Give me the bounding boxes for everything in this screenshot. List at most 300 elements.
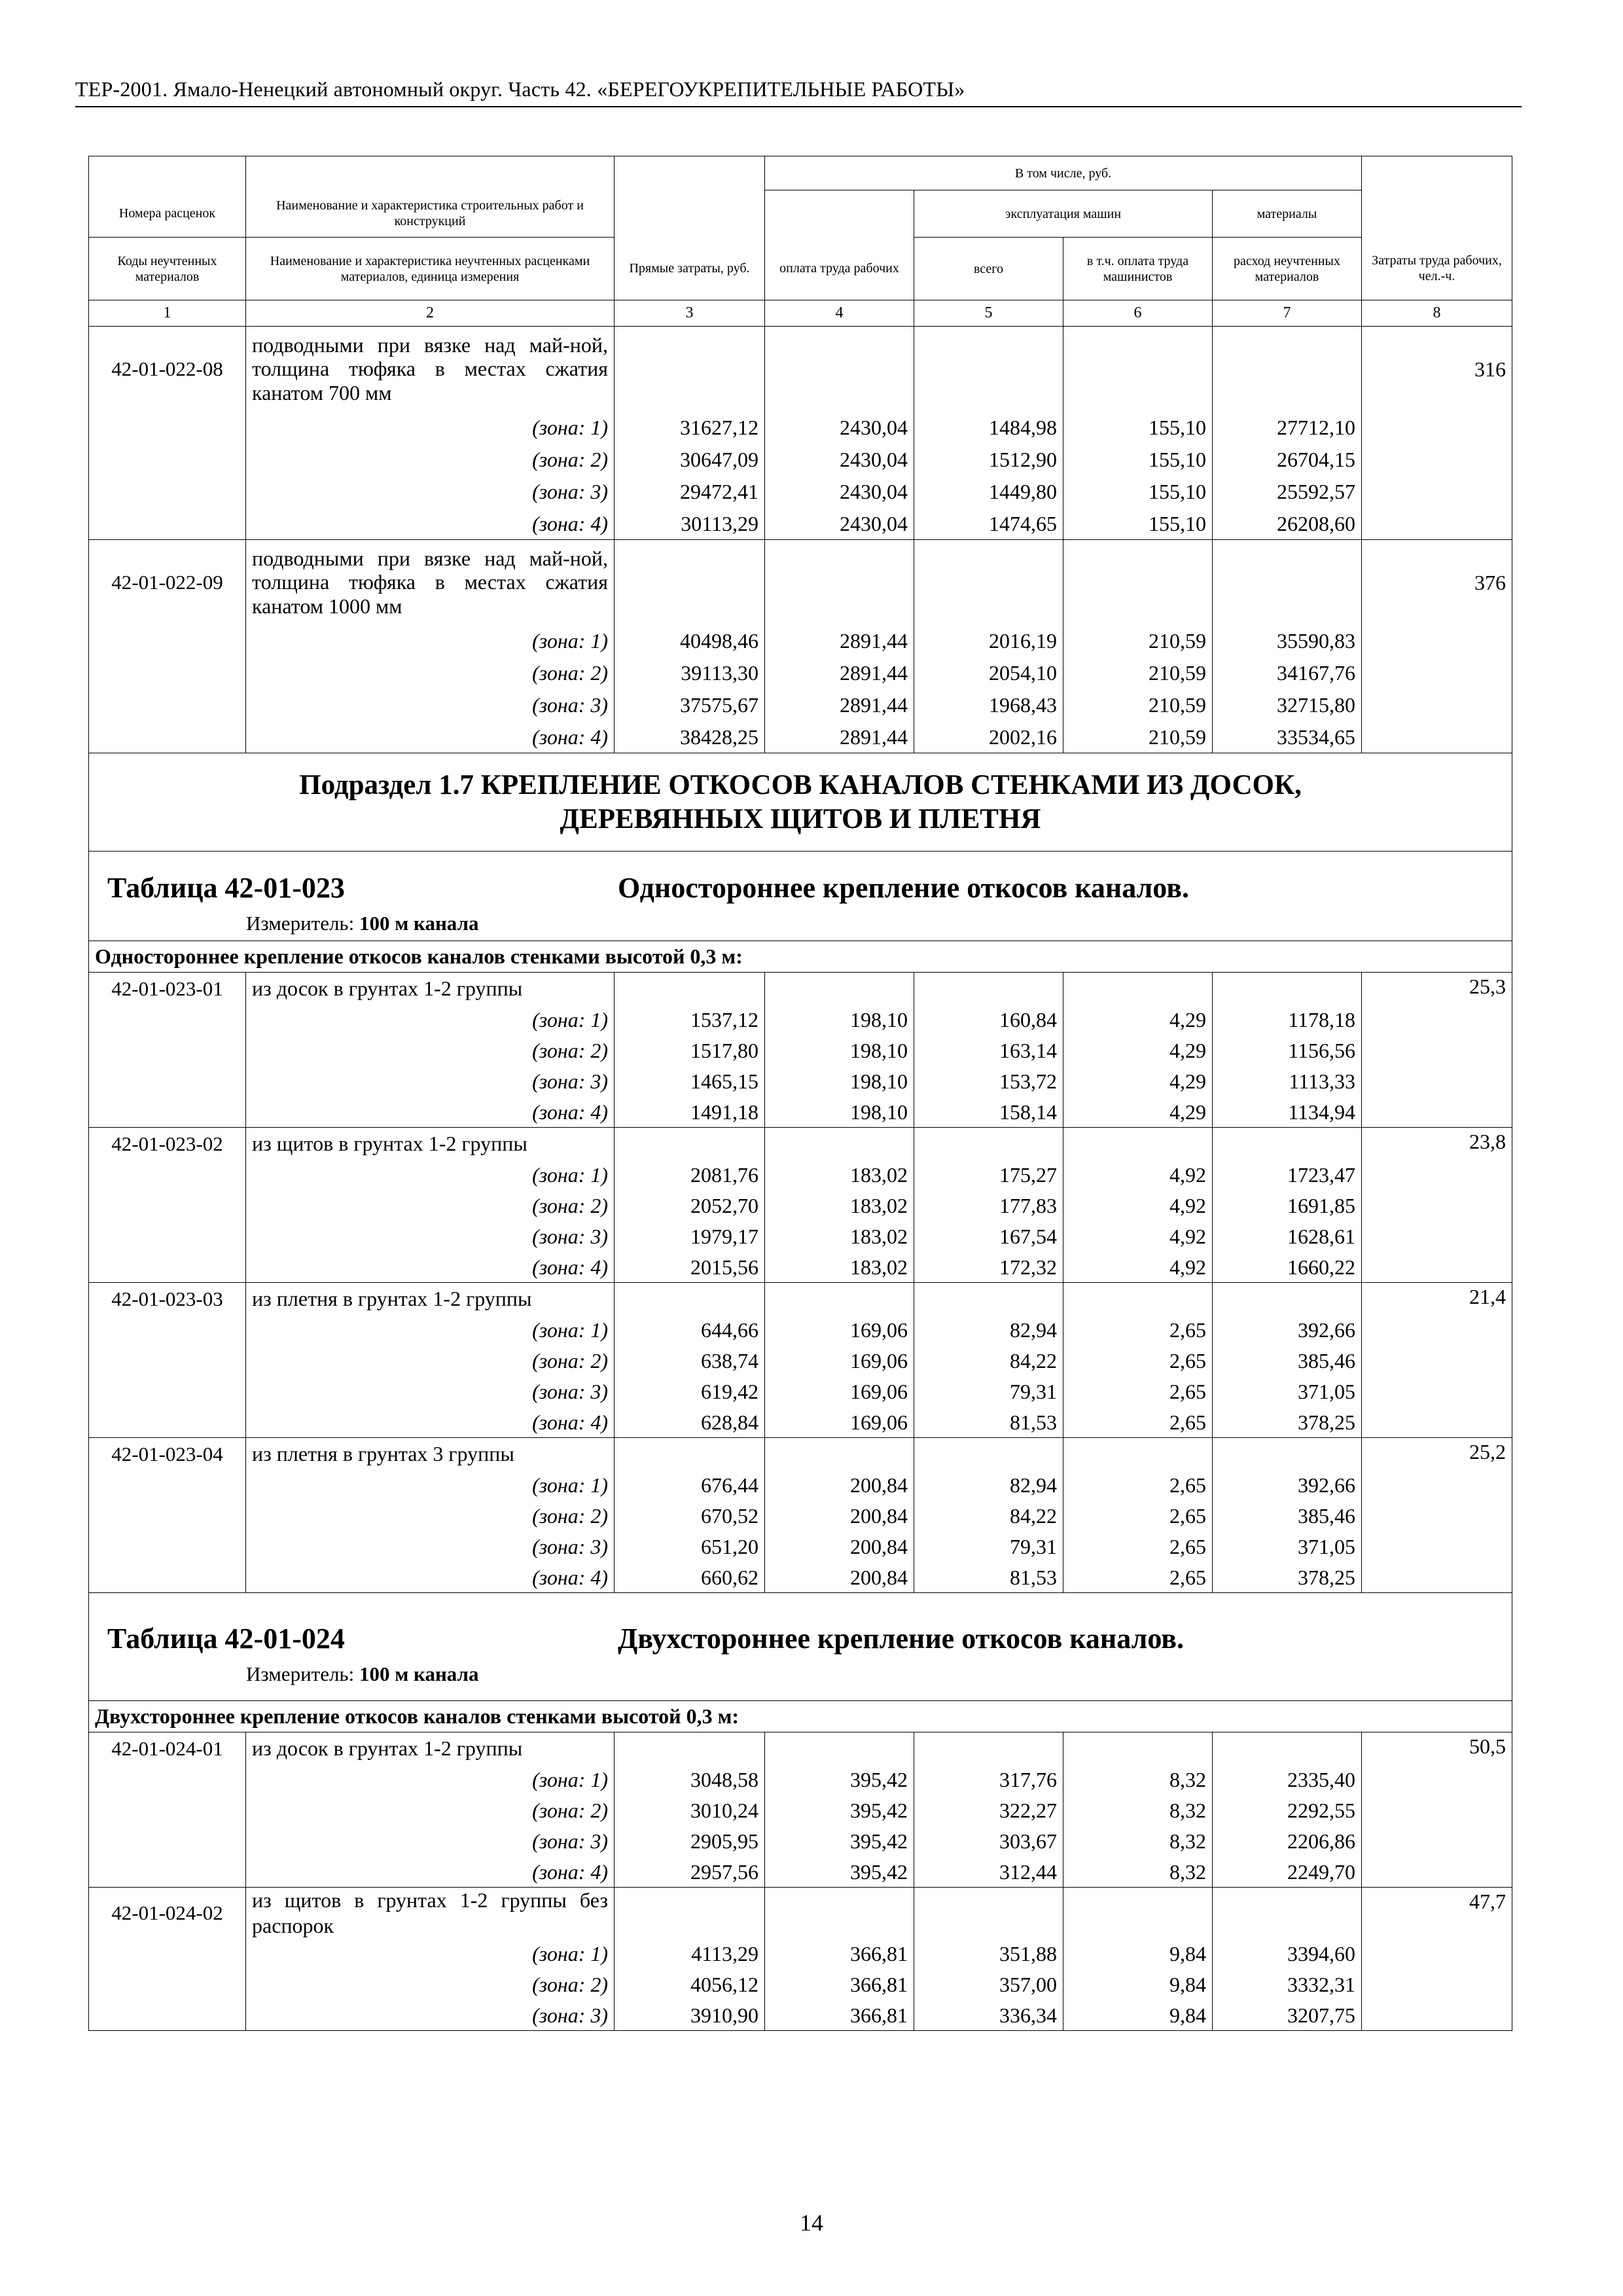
col8-header: Затраты труда рабочих, чел.-ч. — [1362, 238, 1512, 300]
zone-label: (зона: 3) — [246, 689, 615, 721]
operator-pay: 210,59 — [1063, 657, 1213, 689]
direct-cost: 4056,12 — [615, 1969, 765, 2000]
zone-row — [89, 1066, 1512, 1096]
direct-cost: 39113,30 — [615, 657, 765, 689]
col2-header-a: Наименование и характеристика строительных работ и конструкций — [246, 190, 615, 238]
empty-cell — [1362, 1096, 1512, 1127]
zone-row — [89, 1938, 1512, 1969]
group-header-materials: материалы — [1213, 190, 1362, 238]
group-subheading-row — [89, 1700, 1512, 1732]
direct-cost: 2081,76 — [615, 1159, 765, 1190]
materials-cost: 392,66 — [1213, 1469, 1362, 1500]
machines-total: 82,94 — [914, 1314, 1063, 1345]
machines-total: 336,34 — [914, 2000, 1063, 2030]
labor-pay: 395,42 — [765, 1825, 914, 1856]
operator-pay: 4,29 — [1063, 1035, 1213, 1066]
zone-label: (зона: 1) — [246, 1314, 615, 1345]
machines-total: 81,53 — [914, 1407, 1063, 1437]
subsection-heading-line1: Подраздел 1.7 КРЕПЛЕНИЕ ОТКОСОВ КАНАЛОВ СТЕНКАМИ ИЗ ДОСОК, — [299, 769, 1302, 800]
zone-row — [89, 1795, 1512, 1825]
operator-pay: 9,84 — [1063, 2000, 1213, 2030]
direct-cost: 1979,17 — [615, 1221, 765, 1251]
labor-pay: 395,42 — [765, 1856, 914, 1887]
machines-total: 322,27 — [914, 1795, 1063, 1825]
zone-row — [89, 1764, 1512, 1795]
empty-cell — [1063, 1887, 1213, 1938]
labor-hours: 25,3 — [1362, 972, 1512, 1004]
machines-total: 317,76 — [914, 1764, 1063, 1795]
rate-row — [89, 540, 1512, 625]
zone-label: (зона: 4) — [246, 1562, 615, 1592]
materials-cost: 27712,10 — [1213, 412, 1362, 444]
empty-cell — [765, 1282, 914, 1314]
column-number: 2 — [246, 300, 615, 327]
table-title — [89, 1602, 1512, 1700]
empty-cell — [615, 972, 765, 1004]
empty-cell — [89, 476, 246, 508]
machines-total: 1484,98 — [914, 412, 1063, 444]
zone-label: (зона: 2) — [246, 1795, 615, 1825]
direct-cost: 3910,90 — [615, 2000, 765, 2030]
col4-header-top — [765, 190, 914, 238]
rate-row — [89, 1282, 1512, 1314]
empty-cell — [1063, 1437, 1213, 1469]
meter-value: 100 м канала — [359, 1662, 479, 1686]
labor-pay: 2430,04 — [765, 508, 914, 540]
rate-code: 42-01-022-09 — [89, 540, 246, 625]
materials-cost: 385,46 — [1213, 1500, 1362, 1531]
zone-label: (зона: 1) — [246, 1938, 615, 1969]
materials-cost: 2249,70 — [1213, 1856, 1362, 1887]
operator-pay: 2,65 — [1063, 1314, 1213, 1345]
meter-label: Измеритель: — [246, 1662, 355, 1686]
zone-row — [89, 1221, 1512, 1251]
empty-cell — [89, 1469, 246, 1500]
operator-pay: 4,29 — [1063, 1096, 1213, 1127]
col4-header: оплата труда рабочих — [765, 238, 914, 300]
machines-total: 2002,16 — [914, 721, 1063, 753]
rate-row — [89, 1437, 1512, 1469]
rate-description: из досок в грунтах 1-2 группы — [246, 1732, 615, 1764]
labor-pay: 2430,04 — [765, 444, 914, 476]
direct-cost: 676,44 — [615, 1469, 765, 1500]
table-number: Таблица 42-01-023 — [107, 872, 345, 904]
zone-label: (зона: 3) — [246, 2000, 615, 2030]
operator-pay: 155,10 — [1063, 412, 1213, 444]
materials-cost: 1723,47 — [1213, 1159, 1362, 1190]
col3-header: Прямые затраты, руб. — [615, 238, 765, 300]
operator-pay: 8,32 — [1063, 1764, 1213, 1795]
zone-label: (зона: 1) — [246, 1004, 615, 1035]
rate-description: из плетня в грунтах 3 группы — [246, 1437, 615, 1469]
zone-row — [89, 1096, 1512, 1127]
empty-cell — [914, 1887, 1063, 1938]
operator-pay: 2,65 — [1063, 1345, 1213, 1376]
zone-label: (зона: 4) — [246, 1096, 615, 1127]
col1-header-a: Номера расценок — [89, 190, 246, 238]
zone-label: (зона: 1) — [246, 412, 615, 444]
column-number: 5 — [914, 300, 1063, 327]
empty-cell — [765, 1127, 914, 1159]
empty-cell — [89, 1500, 246, 1531]
operator-pay: 2,65 — [1063, 1469, 1213, 1500]
labor-pay: 2891,44 — [765, 689, 914, 721]
empty-cell — [914, 1732, 1063, 1764]
col8-header-mid — [1362, 190, 1512, 238]
materials-cost: 1628,61 — [1213, 1221, 1362, 1251]
empty-cell — [89, 1035, 246, 1066]
materials-cost: 2206,86 — [1213, 1825, 1362, 1856]
operator-pay: 9,84 — [1063, 1938, 1213, 1969]
zone-row — [89, 689, 1512, 721]
empty-cell — [1362, 1969, 1512, 2000]
empty-cell — [89, 1795, 246, 1825]
rate-row — [89, 1127, 1512, 1159]
labor-pay: 169,06 — [765, 1345, 914, 1376]
labor-pay: 198,10 — [765, 1035, 914, 1066]
empty-cell — [89, 1562, 246, 1592]
zone-label: (зона: 3) — [246, 1221, 615, 1251]
zone-label: (зона: 3) — [246, 1376, 615, 1407]
subsection-heading-line2: ДЕРЕВЯННЫХ ЩИТОВ И ПЛЕТНЯ — [560, 803, 1041, 834]
empty-cell — [89, 508, 246, 540]
empty-cell — [914, 1437, 1063, 1469]
empty-cell — [89, 2000, 246, 2030]
empty-cell — [1063, 972, 1213, 1004]
group-subheading-row — [89, 941, 1512, 972]
page-number: 14 — [800, 2210, 823, 2236]
empty-cell — [89, 1066, 246, 1096]
column-number: 4 — [765, 300, 914, 327]
table-title-row — [89, 1602, 1512, 1700]
empty-cell — [1213, 1127, 1362, 1159]
labor-pay: 395,42 — [765, 1795, 914, 1825]
empty-cell — [1213, 1282, 1362, 1314]
operator-pay: 4,92 — [1063, 1190, 1213, 1221]
machines-total: 1474,65 — [914, 508, 1063, 540]
materials-cost: 392,66 — [1213, 1314, 1362, 1345]
direct-cost: 38428,25 — [615, 721, 765, 753]
rate-row — [89, 1732, 1512, 1764]
rate-code: 42-01-024-01 — [89, 1732, 246, 1764]
direct-cost: 37575,67 — [615, 689, 765, 721]
empty-cell — [1213, 327, 1362, 412]
spacer-row — [89, 1592, 1512, 1602]
zone-row — [89, 625, 1512, 657]
operator-pay: 8,32 — [1063, 1795, 1213, 1825]
empty-cell — [1362, 1035, 1512, 1066]
empty-cell — [1362, 1345, 1512, 1376]
empty-cell — [89, 412, 246, 444]
empty-cell — [914, 1127, 1063, 1159]
labor-hours: 23,8 — [1362, 1127, 1512, 1159]
materials-cost: 32715,80 — [1213, 689, 1362, 721]
column-number: 6 — [1063, 300, 1213, 327]
machines-total: 177,83 — [914, 1190, 1063, 1221]
empty-cell — [89, 1004, 246, 1035]
rate-code: 42-01-024-02 — [89, 1887, 246, 1938]
empty-cell — [89, 1825, 246, 1856]
col2-header-b: Наименование и характеристика неучтенных расценками материалов, единица измерения — [246, 238, 615, 300]
zone-row — [89, 1159, 1512, 1190]
operator-pay: 4,29 — [1063, 1066, 1213, 1096]
materials-cost: 378,25 — [1213, 1562, 1362, 1592]
materials-cost: 371,05 — [1213, 1376, 1362, 1407]
group-header-machines: эксплуатация машин — [914, 190, 1213, 238]
labor-pay: 2430,04 — [765, 476, 914, 508]
empty-cell — [615, 1887, 765, 1938]
rate-code: 42-01-023-04 — [89, 1437, 246, 1469]
materials-cost: 378,25 — [1213, 1407, 1362, 1437]
empty-cell — [1063, 540, 1213, 625]
rate-row — [89, 1887, 1512, 1938]
operator-pay: 9,84 — [1063, 1969, 1213, 2000]
subsection-heading — [89, 753, 1512, 852]
zone-label: (зона: 2) — [246, 1035, 615, 1066]
zone-label: (зона: 2) — [246, 444, 615, 476]
operator-pay: 155,10 — [1063, 476, 1213, 508]
direct-cost: 651,20 — [615, 1531, 765, 1562]
col2-header-top — [246, 156, 615, 190]
machines-total: 312,44 — [914, 1856, 1063, 1887]
labor-pay: 2891,44 — [765, 721, 914, 753]
empty-cell — [1063, 327, 1213, 412]
machines-total: 79,31 — [914, 1531, 1063, 1562]
machines-total: 1512,90 — [914, 444, 1063, 476]
empty-cell — [1362, 412, 1512, 444]
materials-cost: 25592,57 — [1213, 476, 1362, 508]
empty-cell — [1362, 1500, 1512, 1531]
zone-row — [89, 1376, 1512, 1407]
direct-cost: 4113,29 — [615, 1938, 765, 1969]
empty-cell — [1362, 2000, 1512, 2030]
operator-pay: 2,65 — [1063, 1500, 1213, 1531]
empty-cell — [914, 327, 1063, 412]
zone-row — [89, 657, 1512, 689]
labor-pay: 366,81 — [765, 1969, 914, 2000]
zone-label: (зона: 4) — [246, 1856, 615, 1887]
rate-description: из щитов в грунтах 1-2 группы без распорок — [246, 1887, 615, 1938]
direct-cost: 670,52 — [615, 1500, 765, 1531]
direct-cost: 2905,95 — [615, 1825, 765, 1856]
empty-cell — [1362, 508, 1512, 540]
empty-cell — [1362, 1159, 1512, 1190]
empty-cell — [89, 657, 246, 689]
empty-cell — [914, 972, 1063, 1004]
labor-pay: 169,06 — [765, 1407, 914, 1437]
empty-cell — [765, 540, 914, 625]
table-gap — [89, 1592, 1512, 1602]
zone-row — [89, 1825, 1512, 1856]
zone-label: (зона: 4) — [246, 508, 615, 540]
empty-cell — [89, 721, 246, 753]
group-subheading: Одностороннее крепление откосов каналов стенками высотой 0,3 м: — [89, 941, 1512, 972]
materials-cost: 35590,83 — [1213, 625, 1362, 657]
empty-cell — [615, 327, 765, 412]
machines-total: 153,72 — [914, 1066, 1063, 1096]
empty-cell — [765, 1887, 914, 1938]
machines-total: 303,67 — [914, 1825, 1063, 1856]
empty-cell — [1362, 1469, 1512, 1500]
empty-cell — [1063, 1282, 1213, 1314]
empty-cell — [89, 1345, 246, 1376]
group-header-total: В том числе, руб. — [765, 156, 1362, 190]
zone-row — [89, 1345, 1512, 1376]
machines-total: 158,14 — [914, 1096, 1063, 1127]
direct-cost: 638,74 — [615, 1345, 765, 1376]
empty-cell — [89, 625, 246, 657]
rate-description: подводными при вязке над май-ной, толщина тюфяка в местах сжатия канатом 700 мм — [246, 327, 615, 412]
empty-cell — [1362, 1407, 1512, 1437]
empty-cell — [89, 1096, 246, 1127]
materials-cost: 1691,85 — [1213, 1190, 1362, 1221]
meter-label: Измеритель: — [246, 911, 355, 935]
col5-header: всего — [914, 238, 1063, 300]
empty-cell — [1063, 1127, 1213, 1159]
empty-cell — [89, 1376, 246, 1407]
zone-label: (зона: 3) — [246, 1531, 615, 1562]
rate-row — [89, 972, 1512, 1004]
empty-cell — [615, 540, 765, 625]
direct-cost: 3010,24 — [615, 1795, 765, 1825]
zone-row — [89, 1469, 1512, 1500]
empty-cell — [765, 327, 914, 412]
empty-cell — [615, 1732, 765, 1764]
rate-code: 42-01-023-03 — [89, 1282, 246, 1314]
zone-row — [89, 412, 1512, 444]
zone-label: (зона: 2) — [246, 657, 615, 689]
zone-row — [89, 1562, 1512, 1592]
operator-pay: 2,65 — [1063, 1376, 1213, 1407]
machines-total: 160,84 — [914, 1004, 1063, 1035]
rate-code: 42-01-023-01 — [89, 972, 246, 1004]
direct-cost: 1465,15 — [615, 1066, 765, 1096]
empty-cell — [89, 1159, 246, 1190]
table-caption: Одностороннее крепление откосов каналов. — [618, 872, 1189, 904]
empty-cell — [89, 689, 246, 721]
col7-header: расход неучтенных материалов — [1213, 238, 1362, 300]
zone-label: (зона: 2) — [246, 1500, 615, 1531]
empty-cell — [1362, 1531, 1512, 1562]
direct-cost: 1491,18 — [615, 1096, 765, 1127]
zone-row — [89, 2000, 1512, 2030]
labor-pay: 198,10 — [765, 1096, 914, 1127]
materials-cost: 34167,76 — [1213, 657, 1362, 689]
operator-pay: 8,32 — [1063, 1825, 1213, 1856]
operator-pay: 210,59 — [1063, 721, 1213, 753]
empty-cell — [1362, 1764, 1512, 1795]
empty-cell — [1362, 1066, 1512, 1096]
machines-total: 2016,19 — [914, 625, 1063, 657]
empty-cell — [89, 1969, 246, 2000]
labor-pay: 200,84 — [765, 1500, 914, 1531]
rate-description: из плетня в грунтах 1-2 группы — [246, 1282, 615, 1314]
operator-pay: 2,65 — [1063, 1531, 1213, 1562]
empty-cell — [89, 1251, 246, 1282]
labor-pay: 183,02 — [765, 1221, 914, 1251]
empty-cell — [914, 540, 1063, 625]
zone-label: (зона: 1) — [246, 1159, 615, 1190]
rates-table — [88, 156, 1512, 2031]
direct-cost: 40498,46 — [615, 625, 765, 657]
operator-pay: 2,65 — [1063, 1407, 1213, 1437]
materials-cost: 385,46 — [1213, 1345, 1362, 1376]
materials-cost: 1156,56 — [1213, 1035, 1362, 1066]
labor-pay: 169,06 — [765, 1376, 914, 1407]
rate-description: подводными при вязке над май-ной, толщина тюфяка в местах сжатия канатом 1000 мм — [246, 540, 615, 625]
zone-row — [89, 1004, 1512, 1035]
zone-label: (зона: 1) — [246, 1469, 615, 1500]
direct-cost: 30647,09 — [615, 444, 765, 476]
labor-pay: 200,84 — [765, 1469, 914, 1500]
zone-label: (зона: 4) — [246, 1407, 615, 1437]
direct-cost: 2957,56 — [615, 1856, 765, 1887]
direct-cost: 30113,29 — [615, 508, 765, 540]
operator-pay: 210,59 — [1063, 625, 1213, 657]
labor-pay: 2891,44 — [765, 657, 914, 689]
labor-hours: 50,5 — [1362, 1732, 1512, 1764]
labor-pay: 169,06 — [765, 1314, 914, 1345]
column-number: 1 — [89, 300, 246, 327]
empty-cell — [1362, 689, 1512, 721]
materials-cost: 33534,65 — [1213, 721, 1362, 753]
zone-label: (зона: 2) — [246, 1345, 615, 1376]
zone-row — [89, 1856, 1512, 1887]
empty-cell — [765, 972, 914, 1004]
empty-cell — [89, 444, 246, 476]
empty-cell — [615, 1437, 765, 1469]
empty-cell — [615, 1282, 765, 1314]
zone-row — [89, 1407, 1512, 1437]
empty-cell — [89, 1221, 246, 1251]
zone-label: (зона: 4) — [246, 721, 615, 753]
operator-pay: 4,92 — [1063, 1251, 1213, 1282]
empty-cell — [1362, 1251, 1512, 1282]
materials-cost: 1178,18 — [1213, 1004, 1362, 1035]
zone-row — [89, 1969, 1512, 2000]
zone-label: (зона: 4) — [246, 1251, 615, 1282]
labor-pay: 200,84 — [765, 1531, 914, 1562]
empty-cell — [1213, 1732, 1362, 1764]
machines-total: 357,00 — [914, 1969, 1063, 2000]
empty-cell — [1362, 444, 1512, 476]
direct-cost: 628,84 — [615, 1407, 765, 1437]
machines-total: 79,31 — [914, 1376, 1063, 1407]
empty-cell — [89, 1314, 246, 1345]
materials-cost: 3207,75 — [1213, 2000, 1362, 2030]
machines-total: 163,14 — [914, 1035, 1063, 1066]
labor-pay: 2430,04 — [765, 412, 914, 444]
operator-pay: 210,59 — [1063, 689, 1213, 721]
empty-cell — [89, 1938, 246, 1969]
column-number: 3 — [615, 300, 765, 327]
zone-row — [89, 1314, 1512, 1345]
col3-header-mid — [615, 190, 765, 238]
empty-cell — [1213, 540, 1362, 625]
labor-pay: 183,02 — [765, 1159, 914, 1190]
materials-cost: 1660,22 — [1213, 1251, 1362, 1282]
zone-row — [89, 444, 1512, 476]
rate-code: 42-01-022-08 — [89, 327, 246, 412]
table-caption: Двухстороннее крепление откосов каналов. — [618, 1623, 1184, 1655]
empty-cell — [1362, 1221, 1512, 1251]
operator-pay: 2,65 — [1063, 1562, 1213, 1592]
machines-total: 82,94 — [914, 1469, 1063, 1500]
labor-hours: 376 — [1362, 540, 1512, 625]
machines-total: 167,54 — [914, 1221, 1063, 1251]
table-title-row — [89, 852, 1512, 941]
materials-cost: 26208,60 — [1213, 508, 1362, 540]
